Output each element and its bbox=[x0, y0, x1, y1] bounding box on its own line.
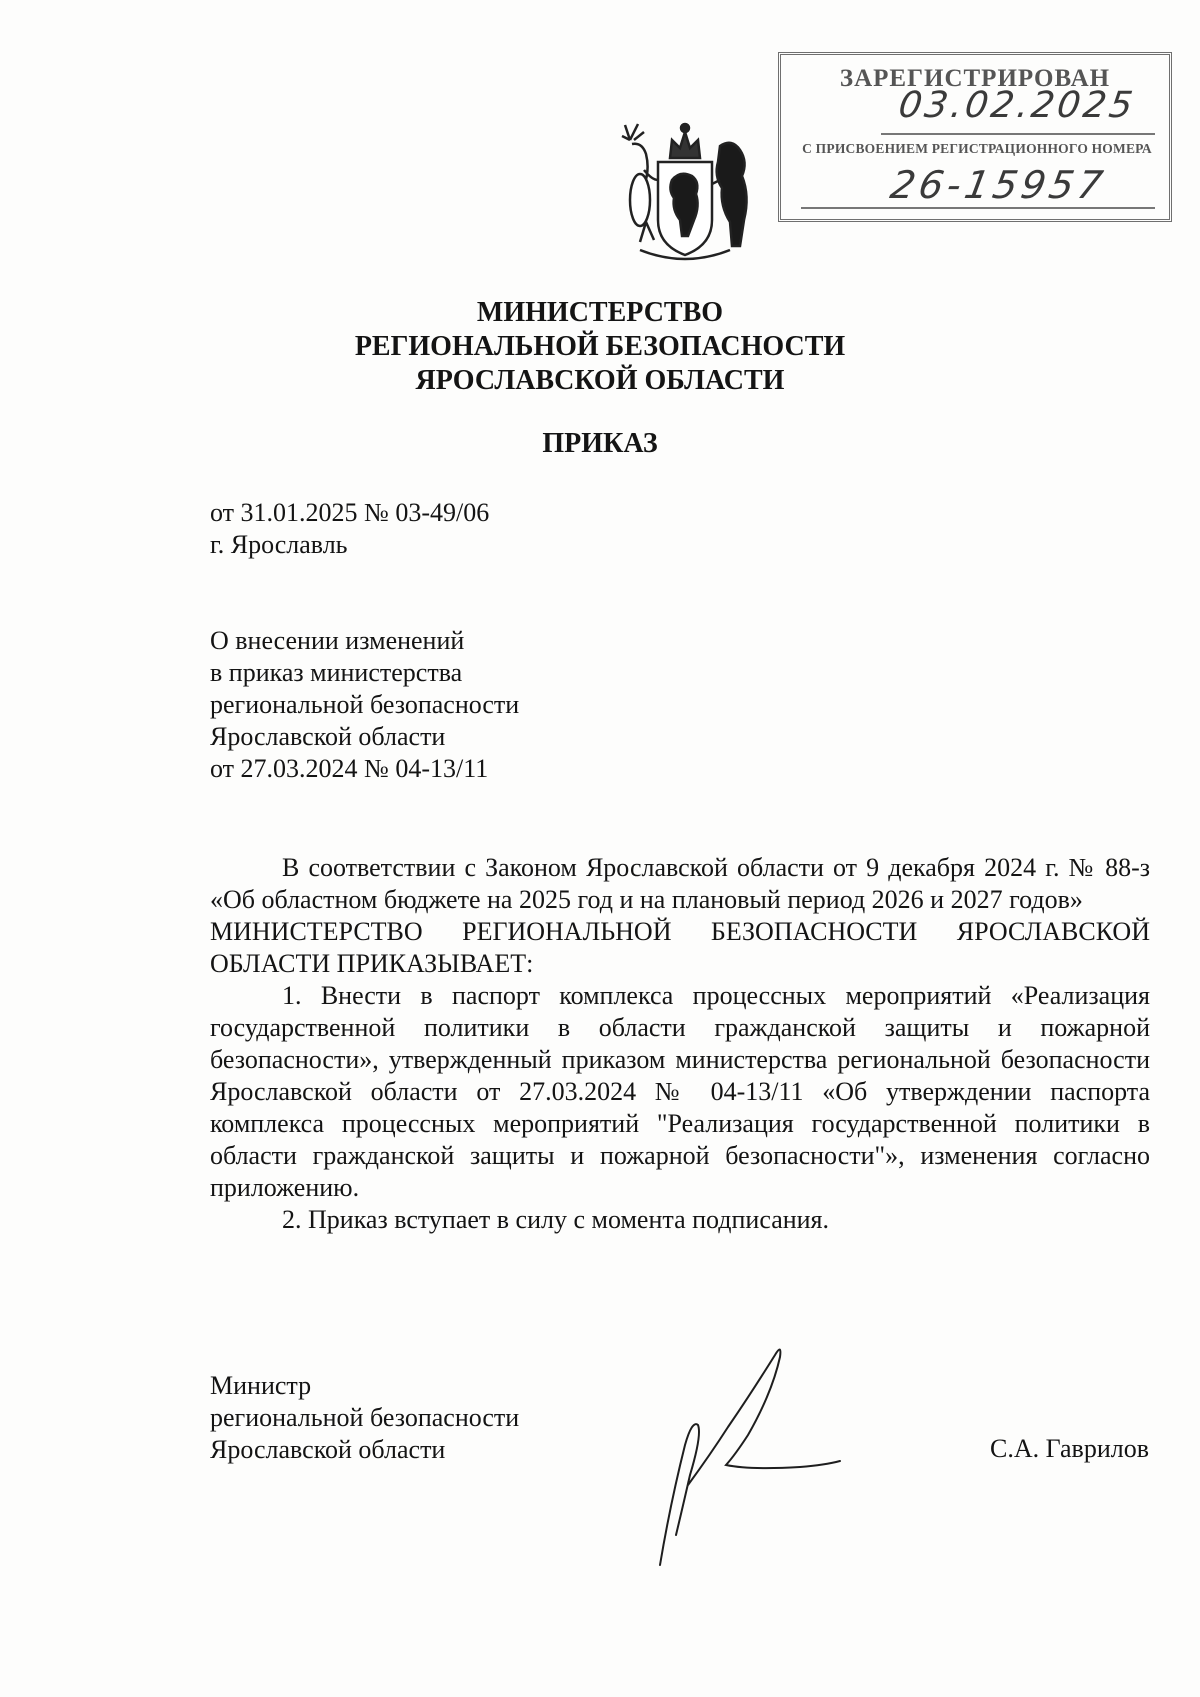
stamp-registration-number: 26-15957 bbox=[887, 163, 1110, 207]
subject-line: от 27.03.2024 № 04-13/11 bbox=[210, 754, 489, 783]
ministry-heading-line: МИНИСТЕРСТВО bbox=[476, 297, 724, 328]
document-type-title: ПРИКАЗ bbox=[542, 428, 658, 459]
order-item-1: 1. Внести в паспорт комплекса процессных мероприятий «Реализация государственной политики в области гражданской защиты и пожарной безопасности», утвержденный приказом министерства региональной безопасности Ярославской области от 27.03.2024 № 04-13/11 «Об утверждении паспорта комплекса процессных мероприятий "Реализация государственной политики в области гражданской защиты и пожарной безопасности"», изменения согласно приложению. bbox=[210, 981, 1150, 1202]
order-body bbox=[210, 852, 1150, 1236]
ministry-heading bbox=[300, 296, 900, 398]
ministry-heading-line: РЕГИОНАЛЬНОЙ БЕЗОПАСНОСТИ bbox=[354, 331, 846, 362]
subject-line: в приказ министерства bbox=[210, 658, 463, 687]
stamp-date: 03.02.2025 bbox=[896, 85, 1139, 126]
orders-paragraph: МИНИСТЕРСТВО РЕГИОНАЛЬНОЙ БЕЗОПАСНОСТИ ЯРОСЛАВСКОЙ ОБЛАСТИ ПРИКАЗЫВАЕТ: bbox=[210, 917, 1150, 978]
document-meta bbox=[210, 497, 489, 561]
preamble-paragraph: В соответствии с Законом Ярославской области от 9 декабря 2024 г. № 88-з «Об областном бюджете на 2025 год и на плановый период 2026 и 2027 годов» bbox=[210, 853, 1150, 914]
order-date-number: от 31.01.2025 № 03-49/06 bbox=[210, 498, 490, 527]
handwritten-signature bbox=[640, 1335, 890, 1575]
subject-line: О внесении изменений bbox=[210, 626, 465, 655]
registration-stamp bbox=[778, 52, 1172, 222]
stamp-label: С ПРИСВОЕНИЕМ РЕГИСТРАЦИОННОГО НОМЕРА bbox=[802, 141, 1152, 156]
subject-line: региональной безопасности bbox=[210, 690, 520, 719]
stamp-divider bbox=[881, 133, 1155, 135]
coat-of-arms-emblem bbox=[600, 110, 770, 270]
stamp-divider bbox=[801, 207, 1155, 209]
signatory-position-line: Ярославской области bbox=[210, 1435, 446, 1464]
signatory-name: С.А. Гаврилов bbox=[990, 1434, 1149, 1463]
order-city: г. Ярославль bbox=[210, 530, 348, 559]
signatory-position-line: региональной безопасности bbox=[210, 1403, 520, 1432]
order-subject bbox=[210, 625, 519, 785]
ministry-heading-line: ЯРОСЛАВСКОЙ ОБЛАСТИ bbox=[415, 365, 785, 396]
signatory-position bbox=[210, 1370, 519, 1466]
order-item-2: 2. Приказ вступает в силу с момента подписания. bbox=[282, 1205, 830, 1234]
stamp-title: ЗАРЕГИСТРИРОВАН bbox=[839, 65, 1111, 92]
signatory-position-line: Министр bbox=[210, 1371, 312, 1400]
subject-line: Ярославской области bbox=[210, 722, 446, 751]
